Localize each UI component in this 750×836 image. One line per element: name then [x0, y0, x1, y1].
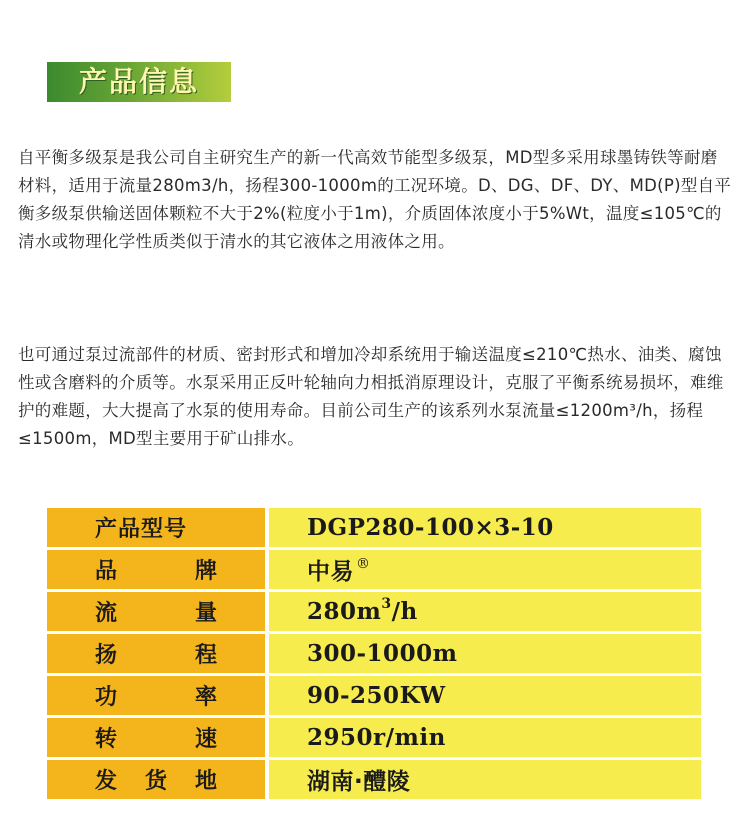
spec-value-head: 300-1000m: [269, 634, 701, 673]
spec-row-model: [47, 508, 701, 547]
spec-label-origin-char-1: 发: [95, 769, 118, 794]
spec-label-head-char-1: 扬: [95, 643, 118, 668]
spec-row-flow: [47, 592, 701, 631]
spec-label-brand-char-2: 牌: [194, 559, 217, 584]
spec-label-head: [47, 634, 265, 673]
registered-mark-icon: ®: [356, 555, 371, 572]
flow-value-unit: /h: [391, 598, 418, 625]
spec-label-head-char-2: 程: [194, 643, 217, 668]
spec-label-flow-char-1: 流: [95, 601, 118, 626]
spec-label-brand: [47, 550, 265, 589]
flow-value-main: 280m: [307, 598, 382, 625]
spec-value-origin: 湖南·醴陵: [269, 760, 701, 799]
spec-label-power-char-2: 率: [194, 685, 217, 710]
spec-label-origin-char-2: 货: [144, 769, 167, 794]
brand-name: 中易: [307, 559, 354, 585]
spec-row-head: [47, 634, 701, 673]
spec-label-flow: [47, 592, 265, 631]
spec-row-speed: [47, 718, 701, 757]
spec-value-speed: 2950r/min: [269, 718, 701, 757]
spec-value-power: 90-250KW: [269, 676, 701, 715]
spec-value-flow: [269, 592, 701, 631]
spec-table: [47, 508, 701, 802]
spec-label-flow-char-2: 量: [194, 601, 217, 626]
spec-value-model: DGP280-100×3-10: [269, 508, 701, 547]
intro-paragraph-2: 也可通过泵过流部件的材质、密封形式和增加冷却系统用于输送温度≤210℃热水、油类、腐蚀性或含磨料的介质等。水泵采用正反叶轮轴向力相抵消原理设计，克服了平衡系统易损坏，难维护的难题，大大提高了水泵的使用寿命。目前公司生产的该系列水泵流量≤1200m³/h，扬程≤1500m，MD型主要用于矿山排水。: [18, 345, 724, 448]
spec-label-model: [47, 508, 265, 547]
spec-label-brand-char-1: 品: [95, 559, 118, 584]
intro-paragraph-1: 自平衡多级泵是我公司自主研究生产的新一代高效节能型多级泵，MD型多采用球墨铸铁等耐磨材料，适用于流量280m3/h，扬程300-1000m的工况环境。D、DG、DF、DY、MD(P)型自平衡多级泵供输送固体颗粒不大于2%(粒度小于1m)，介质固体浓度小于5%Wt，温度≤105℃的清水或物理化学性质类似于清水的其它液体之用液体之用。: [18, 148, 732, 251]
spec-row-brand: [47, 550, 701, 589]
spec-row-origin: [47, 760, 701, 799]
section-title: 产品信息: [78, 65, 199, 98]
spec-label-origin-char-3: 地: [194, 769, 217, 794]
spec-label-power: [47, 676, 265, 715]
flow-value-exponent: 3: [381, 595, 392, 612]
spec-label-origin: [47, 760, 265, 799]
spec-label-power-char-1: 功: [95, 685, 118, 710]
spec-row-power: [47, 676, 701, 715]
spec-label-speed-char-1: 转: [95, 727, 118, 752]
spec-label-speed: [47, 718, 265, 757]
spec-label-speed-char-2: 速: [194, 727, 217, 752]
spec-label-model-text: 产品型号: [95, 517, 188, 542]
section-header: [47, 62, 231, 102]
spec-value-brand: [269, 550, 701, 589]
